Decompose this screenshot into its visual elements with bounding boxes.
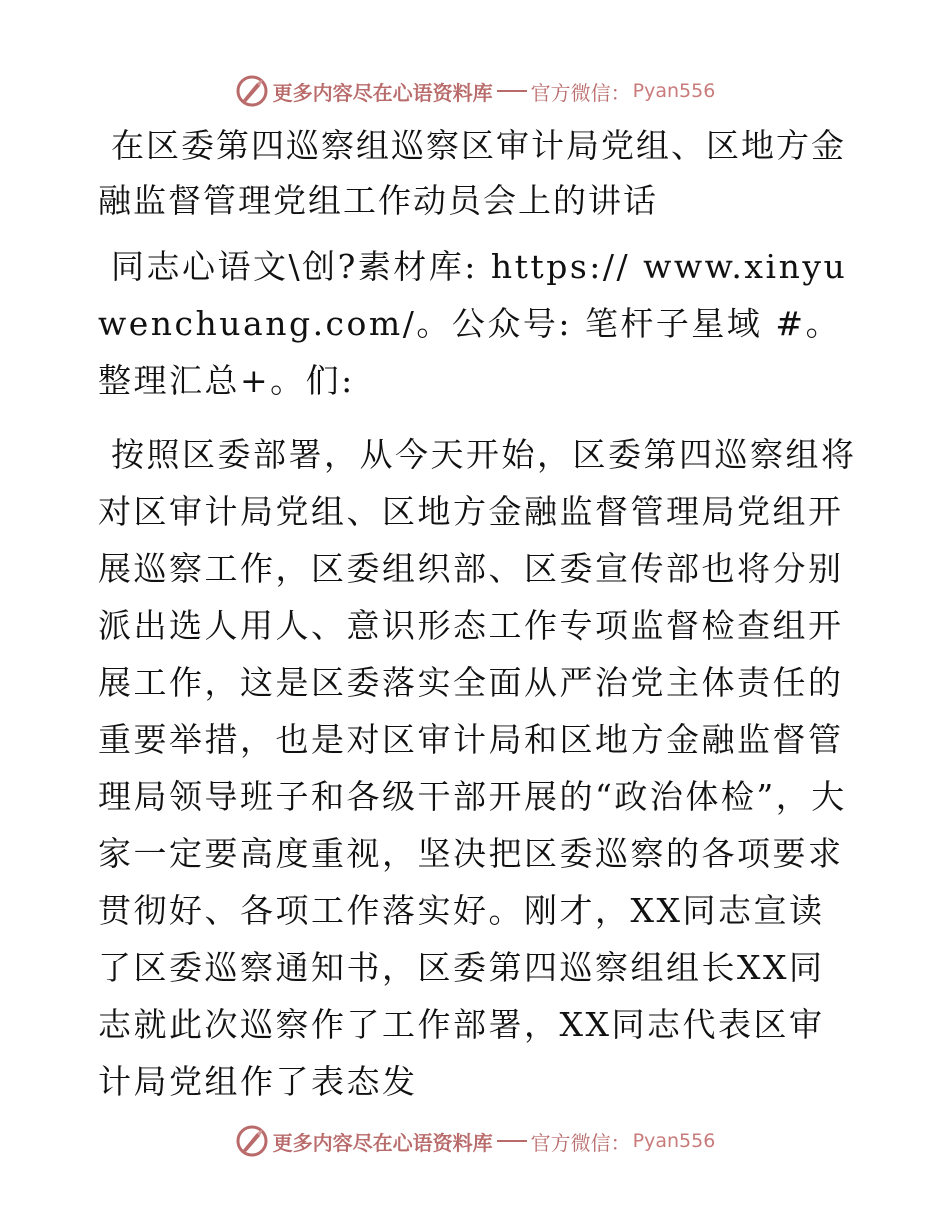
banner-sub-text: 官方微信： [530, 1130, 631, 1155]
body-paragraph: 按照区委部署，从今天开始，区委第四巡察组将对区审计局党组、区地方金融监督管理局党组开展巡察工作，区委组织部、区委宣传部也将分别派出选人用人、意识形态工作专项监督检查组开展工作，这是区委落实全面从严治党主体责任的重要举措，也是对区审计局和区地方金融监督管理局领导班子和各级干部开展的“政治体检”，大家一定要高度重视，坚决把区委巡察的各项要求贯彻好、各项工作落实好。刚才，XX同志宣读了区委巡察通知书，区委第四巡察组组长XX同志就此次巡察作了工作部署，XX同志代表区审计局党组作了表态发 [98, 435, 857, 1101]
document-title: 在区委第四巡察组巡察区审计局党组、区地方金融监督管理党组工作动员会上的讲话 [98, 126, 846, 220]
banner-dash [497, 1140, 527, 1142]
banner-main-text: 更多内容尽在心语资料库 [272, 1130, 493, 1155]
quill-logo-icon [235, 1124, 269, 1158]
banner-wechat-id: Pyan556 [632, 80, 716, 102]
banner-sub-text: 官方微信： [530, 80, 631, 105]
greeting-paragraph: 同志心语文\创?素材库: https:// www.xinyuwenchuang.com/。公众号: 笔杆子星域 #。整理汇总+。们: [98, 247, 848, 400]
header-watermark-banner [0, 71, 950, 111]
document-body [98, 118, 858, 1110]
banner-dash [497, 90, 527, 92]
footer-watermark-banner [0, 1121, 950, 1161]
banner-main-text: 更多内容尽在心语资料库 [272, 80, 493, 105]
quill-logo-icon [235, 74, 269, 108]
banner-wechat-id: Pyan556 [632, 1130, 716, 1152]
